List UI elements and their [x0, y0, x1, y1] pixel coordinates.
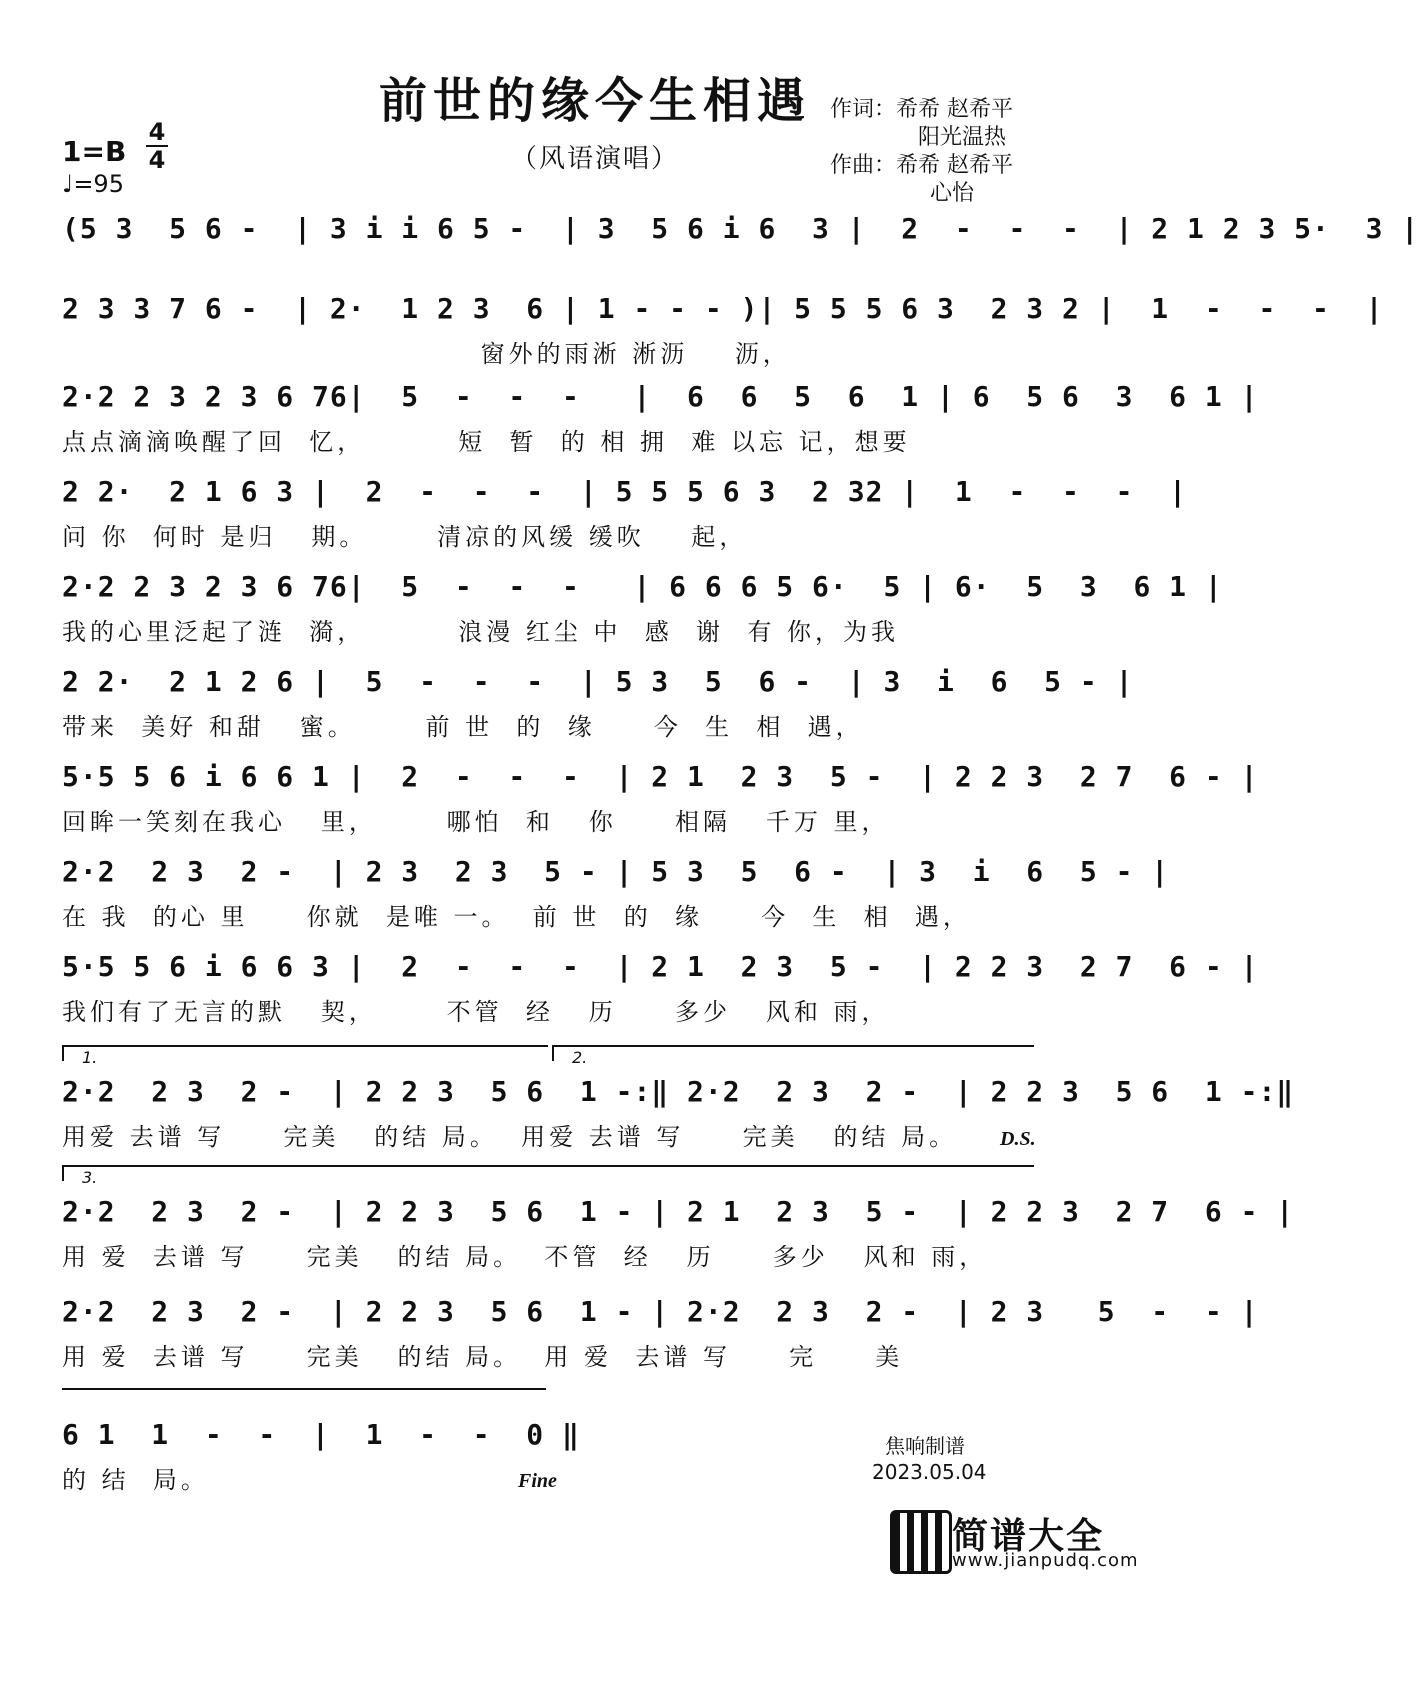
key-signature: 1=B — [62, 135, 127, 168]
volta-label-1: 1. — [82, 1048, 98, 1067]
lyric-row: 带来 美好 和甜 蜜。 前 世 的 缘 今 生 相 遇， — [62, 713, 864, 741]
note-row: 2 2· 2 1 6 3 | 2 - - - | 5 5 5 6 3 2 32 | 1 - - - | — [62, 475, 1188, 508]
note-row: 2·2 2 3 2 - | 2 3 2 3 5 - | 5 3 5 6 - | 3 i 6 5 - | — [62, 855, 1170, 888]
lyric-row: 用爱 去谱 写 完美 的结 局。 用爱 去谱 写 完美 的结 局。 — [62, 1123, 958, 1151]
lyric-row: 点点滴滴唤醒了回 忆， 短 暂 的 相 拥 难 以忘 记，想要 — [62, 428, 911, 456]
volta-bracket-3 — [62, 1165, 1034, 1181]
logo-url: www.jianpudq.com — [952, 1550, 1139, 1571]
tempo-mark: ♩=95 — [62, 170, 124, 198]
lyric-row: 问 你 何时 是归 期。 清凉的风缓 缓吹 起， — [62, 523, 748, 551]
note-row: (5 3 5 6 - | 3 i i 6 5 - | 3 5 6 i 6 3 | 2 - - - | 2 1 2 3 5· 3 | — [62, 212, 1419, 245]
volta-label-3: 3. — [82, 1168, 98, 1187]
volta-bracket-1 — [62, 1045, 548, 1061]
note-row: 5·5 5 6 i 6 6 3 | 2 - - - | 2 1 2 3 5 - | 2 2 3 2 7 6 - | — [62, 950, 1259, 983]
lyric-row: 在 我 的心 里 你就 是唯 一。 前 世 的 缘 今 生 相 遇， — [62, 903, 971, 931]
lyricist-extra: 阳光温热 — [918, 125, 1007, 150]
lyric-row: 的 结 局。 — [62, 1466, 209, 1494]
time-signature — [146, 120, 168, 172]
volta-bracket-2 — [552, 1045, 1034, 1061]
score-maker: 焦响制谱 — [885, 1434, 965, 1458]
fine-mark: Fine — [518, 1470, 557, 1492]
time-bottom: 4 — [148, 146, 166, 174]
note-row: 2·2 2 3 2 3 6 76| 5 - - - | 6 6 6 5 6· 5 | 6· 5 3 6 1 | — [62, 570, 1223, 603]
lyric-row: 窗外的雨淅 淅沥 沥， — [62, 340, 791, 368]
site-logo — [890, 1508, 1190, 1572]
singer-subtitle: （风语演唱） — [510, 144, 679, 174]
note-row: 6 1 1 - - | 1 - - 0 ‖ — [62, 1418, 580, 1451]
note-row: 2·2 2 3 2 - | 2 2 3 5 6 1 -:‖ 2·2 2 3 2 - | 2 2 3 5 6 1 -:‖ — [62, 1075, 1295, 1108]
time-top: 4 — [148, 118, 166, 146]
note-row: 5·5 5 6 i 6 6 1 | 2 - - - | 2 1 2 3 5 - | 2 2 3 2 7 6 - | — [62, 760, 1259, 793]
composer-extra: 心怡 — [930, 181, 975, 206]
volta-label-2: 2. — [572, 1048, 588, 1067]
note-row: 2·2 2 3 2 - | 2 2 3 5 6 1 - | 2·2 2 3 2 - | 2 3 5 - - | — [62, 1295, 1259, 1328]
logo-text: 简谱大全 — [952, 1516, 1105, 1557]
page-title: 前世的缘今生相遇 — [378, 73, 811, 129]
lyric-row: 用 爱 去谱 写 完美 的结 局。 不管 经 历 多少 风和 雨， — [62, 1243, 988, 1271]
lyric-row: 用 爱 去谱 写 完美 的结 局。 用 爱 去谱 写 完 美 — [62, 1343, 904, 1371]
composer-credit: 作曲：希希 赵希平 — [830, 153, 1013, 178]
lyric-row: 我的心里泛起了涟 漪， 浪漫 红尘 中 感 谢 有 你，为我 — [62, 618, 899, 646]
note-row: 2 2· 2 1 2 6 | 5 - - - | 5 3 5 6 - | 3 i 6 5 - | — [62, 665, 1134, 698]
score-date: 2023.05.04 — [872, 1460, 987, 1484]
ds-mark: D.S. — [1000, 1128, 1036, 1150]
final-bracket — [62, 1388, 546, 1390]
lyric-row: 回眸一笑刻在我心 里， 哪怕 和 你 相隔 千万 里， — [62, 808, 890, 836]
lyric-row: 我们有了无言的默 契， 不管 经 历 多少 风和 雨， — [62, 998, 890, 1026]
note-row: 2·2 2 3 2 - | 2 2 3 5 6 1 - | 2 1 2 3 5 - | 2 2 3 2 7 6 - | — [62, 1195, 1295, 1228]
piano-keys-icon — [890, 1510, 952, 1574]
note-row: 2·2 2 3 2 3 6 76| 5 - - - | 6 6 5 6 1 | 6 5 6 3 6 1 | — [62, 380, 1259, 413]
lyricist-credit: 作词：希希 赵希平 — [830, 97, 1013, 122]
note-row: 2 3 3 7 6 - | 2· 1 2 3 6 | 1 - - - )| 5 5 5 6 3 2 3 2 | 1 - - - | — [62, 292, 1384, 325]
